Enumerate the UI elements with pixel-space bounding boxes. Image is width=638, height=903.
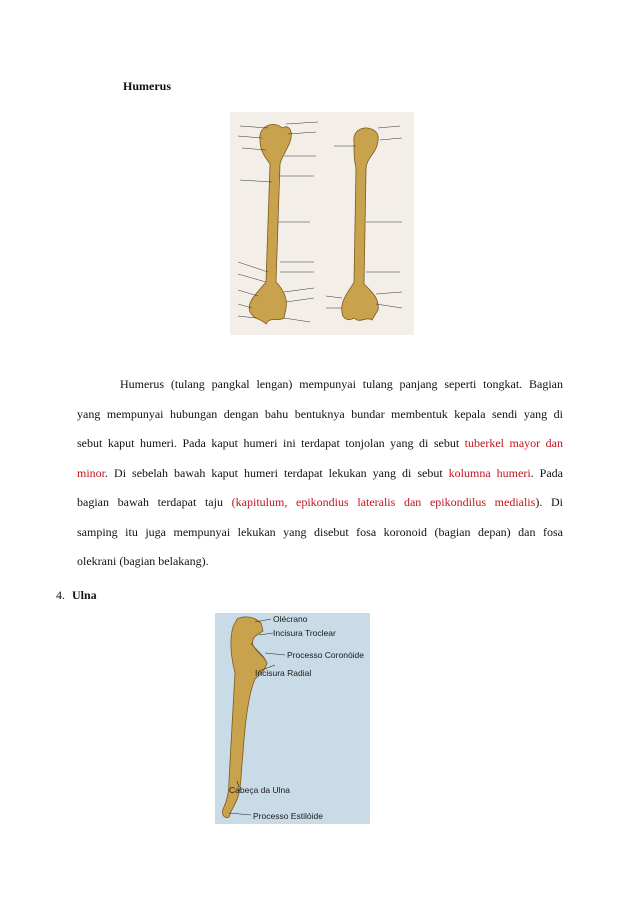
paragraph-line	[77, 429, 563, 459]
paragraph-text: olekrani (bagian belakang).	[77, 554, 209, 568]
humerus-figure	[230, 112, 414, 335]
paragraph-text: sebut kaput humeri. Pada kaput humeri ini terdapat tonjolan yang di sebut	[77, 436, 465, 450]
label-incisura-troclear: Incisura Troclear	[273, 628, 336, 638]
highlighted-term: kolumna humeri	[448, 465, 531, 480]
label-processo-estiloide: Processo Estilóide	[253, 811, 323, 821]
ulna-heading	[56, 588, 97, 603]
humerus-paragraph	[77, 370, 563, 577]
label-processo-coronoide: Processo Coronóide	[287, 650, 365, 660]
paragraph-text: bagian bawah terdapat taju	[77, 495, 232, 509]
paragraph-text: samping itu juga mempunyai lekukan yang disebut fosa koronoid (bagian depan) dan fosa	[77, 524, 563, 539]
paragraph-line	[77, 459, 563, 489]
paragraph-text: yang mempunyai hubungan dengan bahu bentuknya bundar membentuk kepala sendi yang di	[77, 406, 563, 421]
paragraph-line	[77, 370, 563, 400]
paragraph-text: . Pada	[530, 465, 564, 480]
paragraph-line	[77, 518, 563, 548]
humerus-title: Humerus	[123, 79, 171, 93]
paragraph-text: . Di sebelah bawah kaput humeri terdapat lekukan yang di sebut	[105, 465, 449, 480]
label-olecrano: Olécrano	[273, 614, 308, 624]
paragraph-line	[77, 547, 563, 577]
humerus-posterior-bone	[342, 128, 379, 320]
paragraph-line	[77, 400, 563, 430]
humerus-illustration	[230, 112, 414, 335]
ulna-illustration	[215, 613, 370, 824]
paragraph-text: Humerus (tulang pangkal lengan) mempunyai tulang panjang seperti tongkat. Bagian	[120, 377, 563, 391]
highlighted-term: (kapitulum, epikondius lateralis dan epikondilus medialis	[231, 495, 536, 509]
ulna-figure	[215, 613, 370, 824]
highlighted-term: minor	[77, 465, 106, 480]
label-cabeca-da-ulna: Cabeça da Ulna	[229, 785, 290, 795]
label-incisura-radial: Incisura Radial	[255, 668, 312, 678]
highlighted-term: tuberkel mayor dan	[464, 436, 563, 450]
humerus-anterior-bone	[249, 124, 291, 324]
ulna-title: Ulna	[72, 588, 97, 602]
paragraph-text: ). Di	[535, 495, 563, 509]
paragraph-line	[77, 488, 563, 518]
section-number: 4.	[56, 588, 65, 602]
